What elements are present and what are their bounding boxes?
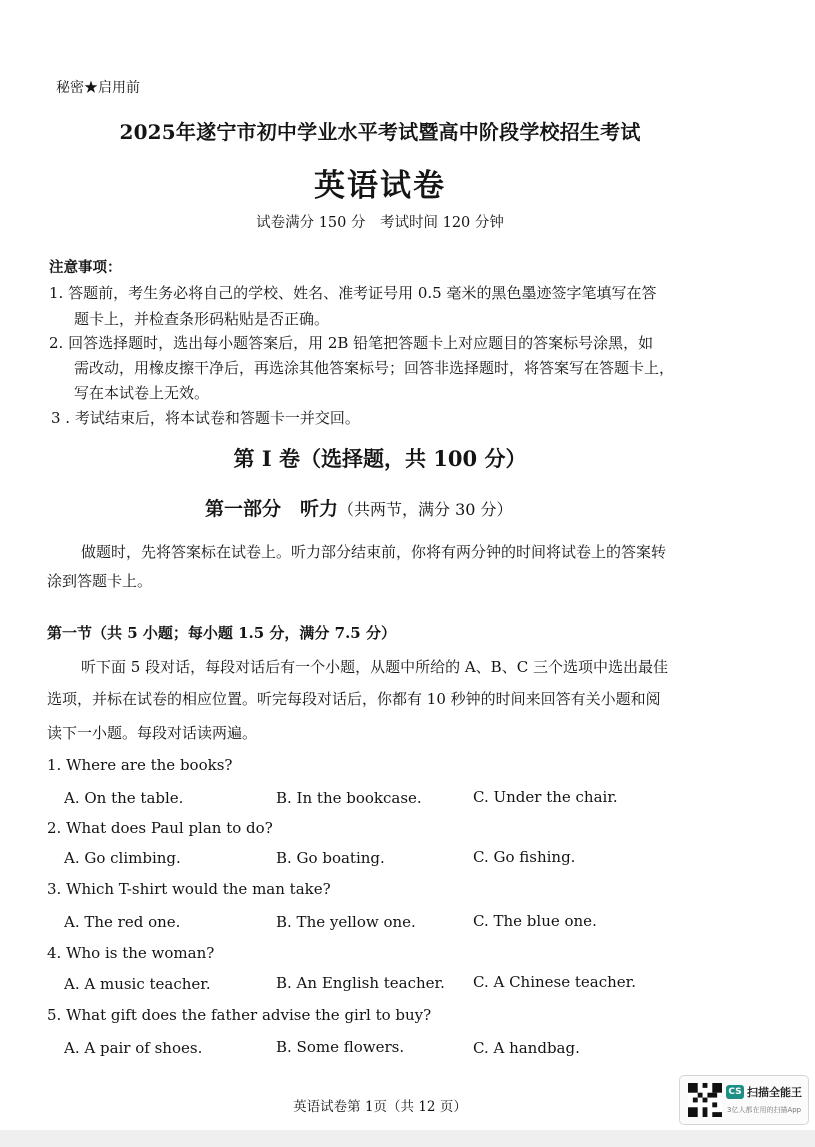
- option-b: B. An English teacher.: [276, 974, 445, 992]
- notice-line: 写在本试卷上无效。: [74, 384, 210, 402]
- notice-line: 2. 回答选择题时，选出每小题答案后，用 2B 铅笔把答题卡上对应题目的答案标号涂黑，如: [49, 334, 654, 352]
- volume-title: 第 I 卷（选择题，共 100 分）: [233, 446, 527, 471]
- question-stem: 1. Where are the books?: [47, 756, 233, 774]
- option-b: B. In the bookcase.: [276, 789, 422, 807]
- scanner-watermark: [679, 1075, 809, 1125]
- option-c: C. Go fishing.: [473, 848, 576, 866]
- notice-title: 注意事项：: [49, 259, 122, 276]
- exam-title: 2025年遂宁市初中学业水平考试暨高中阶段学校招生考试: [119, 120, 641, 144]
- section-title: 第一节（共 5 小题；每小题 1.5 分，满分 7.5 分）: [47, 624, 396, 642]
- part-title-main: 第一部分 听力: [205, 498, 339, 520]
- part-title: [205, 494, 513, 521]
- camscanner-slogan: 3亿人都在用的扫描App: [727, 1106, 802, 1114]
- notice-line: 需改动，用橡皮擦干净后，再选涂其他答案标号；回答非选择题时，将答案写在答题卡上，: [74, 359, 675, 377]
- option-a: A. A pair of shoes.: [64, 1039, 203, 1057]
- option-a: A. A music teacher.: [64, 975, 211, 993]
- camscanner-name: 扫描全能王: [747, 1086, 802, 1099]
- option-a: A. On the table.: [64, 789, 184, 807]
- confidential-label: 秘密★启用前: [56, 80, 140, 96]
- option-c: C. A handbag.: [473, 1039, 580, 1057]
- part-title-sub: （共两节，满分 30 分）: [338, 500, 513, 519]
- question-stem: 5. What gift does the father advise the girl to buy?: [47, 1006, 432, 1024]
- notice-line: 题卡上，并检查条形码粘贴是否正确。: [74, 310, 330, 328]
- section-instruction-line: 选项，并标在试卷的相应位置。听完每段对话后，你都有 10 秒钟的时间来回答有关小题和阅: [47, 690, 661, 708]
- option-c: C. A Chinese teacher.: [473, 973, 636, 991]
- notice-line: 3 . 考试结束后，将本试卷和答题卡一并交回。: [51, 409, 360, 427]
- option-c: C. Under the chair.: [473, 788, 618, 806]
- option-b: B. Go boating.: [276, 849, 385, 867]
- part-intro-line: 做题时，先将答案标在试卷上。听力部分结束前，你将有两分钟的时间将试卷上的答案转: [81, 543, 667, 561]
- qr-code-icon: [688, 1083, 722, 1117]
- subject-title: 英语试卷: [314, 168, 446, 204]
- part-intro-line: 涂到答题卡上。: [47, 572, 153, 590]
- section-instruction-line: 读下一小题。每段对话读两遍。: [47, 724, 258, 742]
- notice-line: 1. 答题前，考生务必将自己的学校、姓名、准考证号用 0.5 毫米的黑色墨迹签字笔填写在答: [49, 284, 657, 302]
- exam-info: 试卷满分 150 分 考试时间 120 分钟: [256, 215, 504, 231]
- question-stem: 3. Which T-shirt would the man take?: [47, 880, 331, 898]
- camscanner-logo-icon: CS: [726, 1085, 744, 1099]
- option-b: B. Some flowers.: [276, 1038, 405, 1056]
- option-c: C. The blue one.: [473, 912, 597, 930]
- option-a: A. The red one.: [64, 913, 181, 931]
- question-stem: 2. What does Paul plan to do?: [47, 819, 273, 837]
- option-b: B. The yellow one.: [276, 913, 416, 931]
- question-stem: 4. Who is the woman?: [47, 944, 215, 962]
- option-a: A. Go climbing.: [64, 849, 181, 867]
- section-instruction-line: 听下面 5 段对话，每段对话后有一个小题，从题中所给的 A、B、C 三个选项中选出最佳: [81, 658, 668, 676]
- bottom-bar: [0, 1130, 815, 1147]
- page-footer: 英语试卷第 1页（共 12 页）: [293, 1099, 467, 1115]
